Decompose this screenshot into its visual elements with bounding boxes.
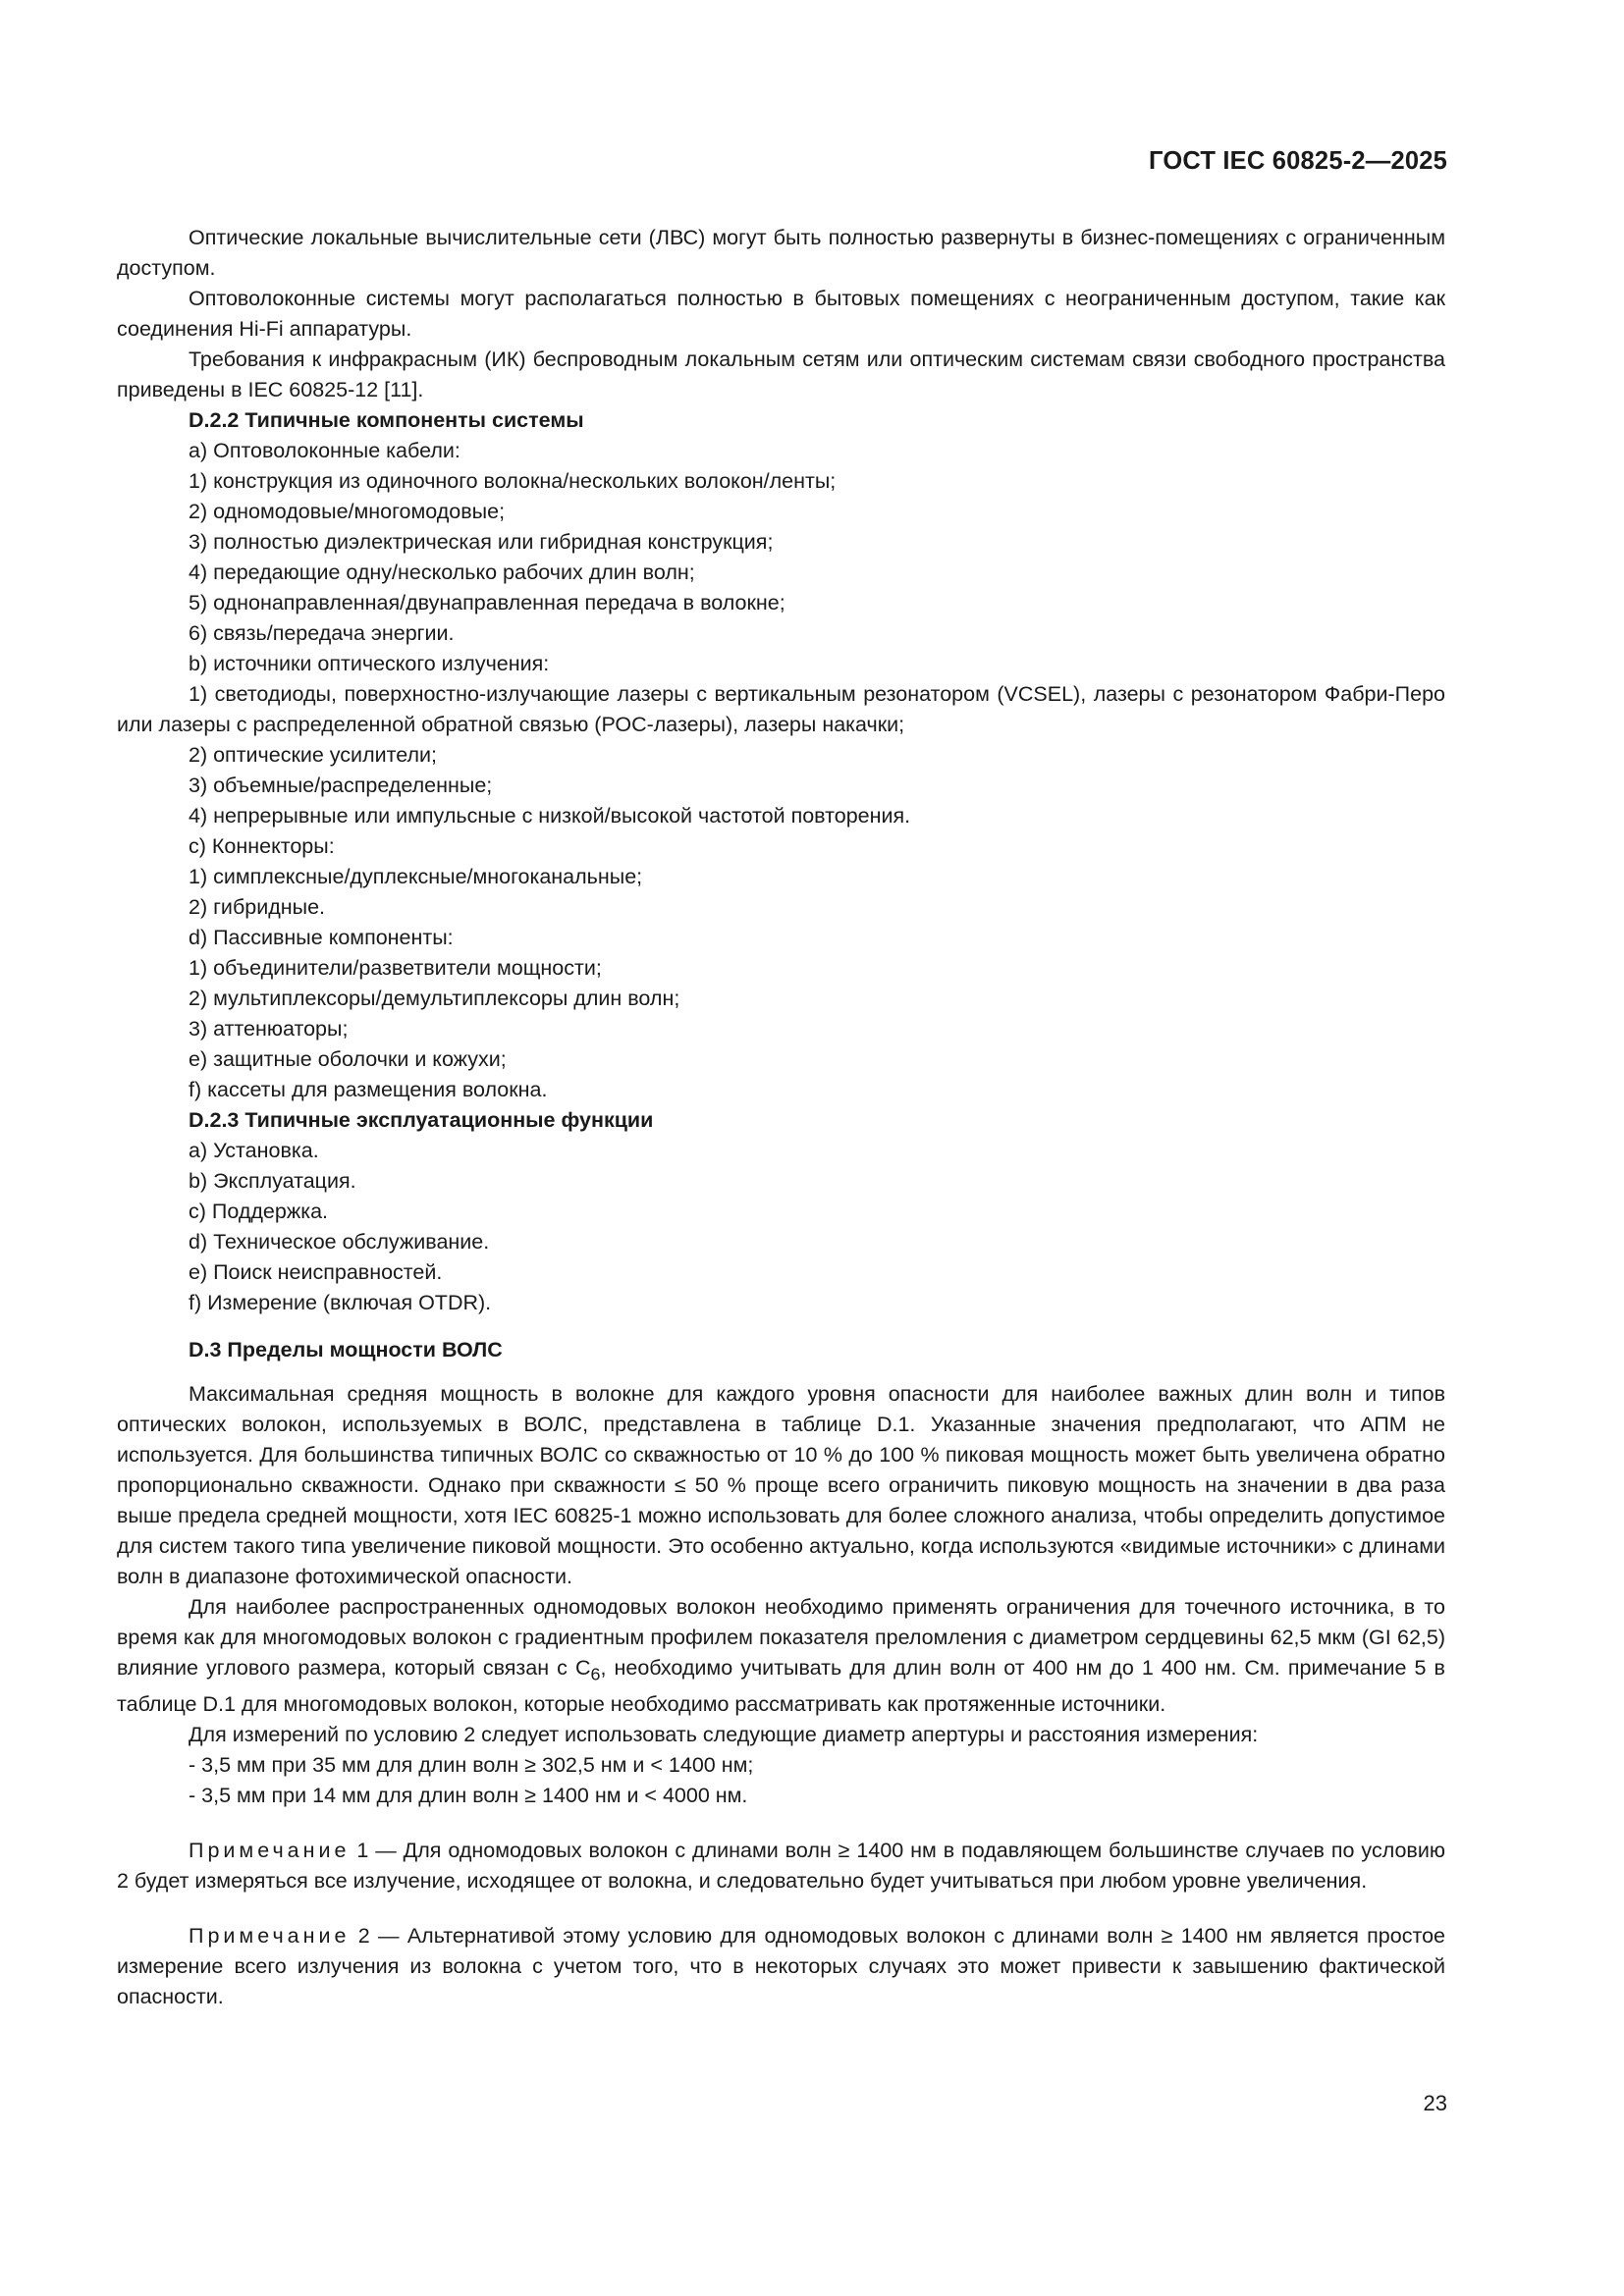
paragraph: Оптические локальные вычислительные сети (ЛВС) могут быть полностью развернуты в бизнес-помещениях с ограниченным доступом.: [117, 226, 1445, 280]
paragraph: Оптоволоконные системы могут располагаться полностью в бытовых помещениях с неограниченным доступом, такие как соединения Hi-Fi аппаратуры.: [117, 287, 1445, 341]
list-item: 4) непрерывные или импульсные с низкой/высокой частотой повторения.: [189, 804, 911, 828]
section-heading-d23: D.2.3 Типичные эксплуатационные функции: [189, 1108, 654, 1132]
list-item: 1) симплексные/дуплексные/многоканальные;: [189, 865, 643, 888]
list-item: 4) передающие одну/несколько рабочих длин волн;: [189, 561, 695, 584]
list-item: a) Оптоволоконные кабели:: [189, 439, 460, 462]
list-item: 1) конструкция из одиночного волокна/нескольких волокон/ленты;: [189, 469, 837, 493]
list-item: 3) полностью диэлектрическая или гибридная конструкция;: [189, 530, 774, 554]
list-item: e) защитные оболочки и кожухи;: [189, 1047, 507, 1071]
list-item: f) Измерение (включая OTDR).: [189, 1291, 492, 1314]
list-item: c) Коннекторы:: [189, 834, 335, 858]
paragraph: Требования к инфракрасным (ИК) беспроводным локальным сетям или оптическим системам связи свободного пространства приведены в IEC 60825-12 [11].: [117, 347, 1445, 401]
list-item: c) Поддержка.: [189, 1200, 329, 1223]
note-label: Примечание: [189, 1839, 351, 1863]
list-item: 5) однонаправленная/двунаправленная передача в волокне;: [189, 591, 785, 614]
note-text: 1 — Для одномодовых волокон с длинами волн ≥ 1400 нм в подавляющем большинстве случаев по условию 2 будет измеряться все излучение, исходящее от волокна, и следовательно будет учитываться при любом уровне увеличения.: [117, 1839, 1445, 1894]
list-item: 2) оптические усилители;: [189, 743, 438, 767]
paragraph: [117, 1592, 1445, 1720]
list-item: d) Техническое обслуживание.: [189, 1230, 490, 1254]
list-item: 3) аттенюаторы;: [189, 1017, 349, 1041]
paragraph: Для измерений по условию 2 следует использовать следующие диаметр апертуры и расстояния измерения:: [189, 1723, 1259, 1747]
section-heading-d3: D.3 Пределы мощности ВОЛС: [189, 1338, 503, 1362]
list-item: d) Пассивные компоненты:: [189, 926, 454, 949]
list-item: a) Установка.: [189, 1139, 319, 1162]
list-item: 2) одномодовые/многомодовые;: [189, 500, 506, 523]
note-2: [117, 1921, 1445, 2012]
list-item: 2) гибридные.: [189, 895, 326, 919]
paragraph: Максимальная средняя мощность в волокне для каждого уровня опасности для наиболее важных длин волн и типов оптических волокон, используемых в ВОЛС, представлена в таблице D.1. Указанные значения предполагают, что АПМ не используется. Для большинства типичных ВОЛС со скважностью от 10 % до 100 % пиковая мощность может быть увеличена обратно пропорционально скважности. Однако при скважности ≤ 50 % проще всего ограничить пиковую мощность на значении в два раза выше предела средней мощности, хотя IEC 60825-1 можно использовать для более сложного анализа, чтобы определить допустимое для систем такого типа увеличение пиковой мощности. Это особенно актуально, когда используются «видимые источники» с длинами волн в диапазоне фотохимической опасности.: [117, 1382, 1445, 1588]
list-item: b) источники оптического излучения:: [189, 652, 550, 675]
list-item: 1) светодиоды, поверхностно-излучающие лазеры с вертикальным резонатором (VCSEL), лазеры с резонатором Фабри-Перо или лазеры с распределенной обратной связью (РОС-лазеры), лазеры накачки;: [117, 682, 1445, 736]
note-1: [117, 1836, 1445, 1896]
list-item: 3) объемные/распределенные;: [189, 774, 493, 797]
list-item: 6) связь/передача энергии.: [189, 621, 455, 645]
section-heading-d22: D.2.2 Типичные компоненты системы: [189, 408, 584, 432]
list-item: 1) объединители/разветвители мощности;: [189, 956, 602, 980]
paragraph-text: , необходимо учитывать для длин волн от 400 нм до 1 400 нм. См. примечание 5 в таблице D.1 для многомодовых волокон, которые необходимо рассматривать как протяженные источники.: [117, 1656, 1445, 1717]
page-number: 23: [1423, 2091, 1447, 2115]
dash-item: - 3,5 мм при 35 мм для длин волн ≥ 302,5 нм и < 1400 нм;: [189, 1753, 754, 1778]
document-body: [117, 223, 1445, 2012]
note-text: 2 — Альтернативой этому условию для одномодовых волокон с длинами волн ≥ 1400 нм является простое измерение всего излучения из волокна с учетом того, что в некоторых случаях это может привести к завышению фактической опасности.: [117, 1924, 1445, 2009]
list-item: 2) мультиплексоры/демультиплексоры длин волн;: [189, 987, 680, 1010]
note-label: Примечание: [189, 1924, 351, 1949]
subscript: 6: [590, 1664, 601, 1684]
list-item: e) Поиск неисправностей.: [189, 1260, 443, 1284]
paragraph-text: Для наиболее распространенных одномодовых волокон необходимо применять ограничения для точечного источника, в то время как для многомодовых волокон с градиентным профилем показателя преломления с диаметром сердцевины 62,5 мкм (GI 62,5) влияние углового размера, который связан с C: [117, 1595, 1445, 1680]
list-item: b) Эксплуатация.: [189, 1169, 356, 1193]
document-id-header: ГОСТ IEC 60825-2—2025: [1149, 147, 1447, 175]
list-item: f) кассеты для размещения волокна.: [189, 1078, 548, 1101]
dash-item: - 3,5 мм при 14 мм для длин волн ≥ 1400 нм и < 4000 нм.: [189, 1784, 748, 1808]
